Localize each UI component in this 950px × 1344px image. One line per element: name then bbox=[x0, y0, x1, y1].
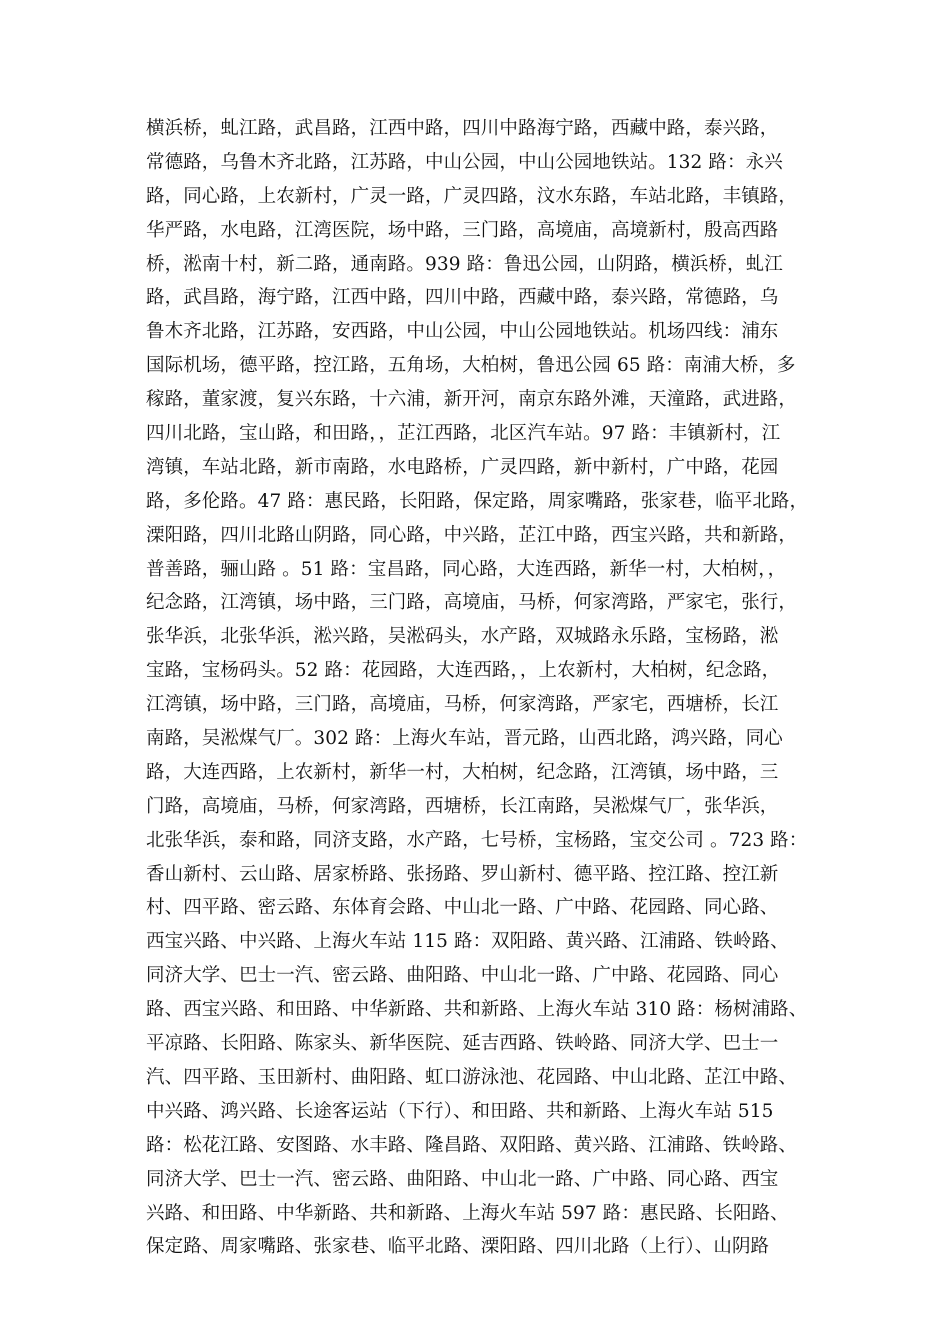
text-line: 汽、四平路、玉田新村、曲阳路、虹口游泳池、花园路、中山北路、芷江中路、 bbox=[146, 1066, 798, 1088]
body-text bbox=[146, 112, 826, 1264]
text-line: 北张华浜，泰和路，同济支路，水产路，七号桥，宝杨路，宝交公司 。723 路： bbox=[146, 829, 808, 851]
text-line: 路，同心路，上农新村，广灵一路，广灵四路，汶水东路，车站北路，丰镇路， bbox=[146, 185, 798, 207]
text-line: 中兴路、鸿兴路、长途客运站（下行）、和田路、共和新路、上海火车站 515 bbox=[146, 1100, 774, 1122]
text-line: 国际机场，德平路，控江路，五角场，大柏树，鲁迅公园 65 路：南浦大桥，多 bbox=[146, 355, 796, 377]
text-line: 西宝兴路、中兴路、上海火车站 115 路：双阳路、黄兴路、江浦路、铁岭路、 bbox=[146, 931, 789, 953]
text-line: 江湾镇，场中路，三门路，高境庙，马桥，何家湾路，严家宅，西塘桥，长江 bbox=[146, 694, 779, 716]
text-line: 路，多伦路。47 路：惠民路，长阳路，保定路，周家嘴路，张家巷，临平北路， bbox=[146, 490, 809, 512]
text-line: 纪念路，江湾镇，场中路，三门路，高境庙，马桥，何家湾路，严家宅，张行， bbox=[146, 592, 798, 614]
text-line: 鲁木齐北路，江苏路，安西路，中山公园，中山公园地铁站。机场四线：浦东 bbox=[146, 321, 779, 343]
text-line: 普善路，骊山路 。51 路：宝昌路，同心路，大连西路，新华一村，大柏树，， bbox=[146, 558, 787, 580]
text-line: 同济大学、巴士一汽、密云路、曲阳路、中山北一路、广中路、花园路、同心 bbox=[146, 965, 779, 987]
text-line: 桥，淞南十村，新二路，通南路。939 路：鲁迅公园，山阴路，横浜桥，虬江 bbox=[146, 253, 783, 275]
text-line: 溧阳路，四川北路山阴路，同心路，中兴路，芷江中路，西宝兴路，共和新路， bbox=[146, 524, 798, 546]
text-line: 宝路，宝杨码头。52 路：花园路，大连西路，，上农新村，大柏树，纪念路， bbox=[146, 660, 781, 682]
text-line: 四川北路，宝山路，和田路，，芷江西路，北区汽车站。97 路：丰镇新村，江 bbox=[146, 423, 781, 445]
text-line: 同济大学、巴士一汽、密云路、曲阳路、中山北一路、广中路、同心路、西宝 bbox=[146, 1168, 779, 1190]
text-line: 保定路、周家嘴路、张家巷、临平北路、溧阳路、四川北路（上行）、山阴路 bbox=[146, 1236, 770, 1258]
text-line: 路、西宝兴路、和田路、中华新路、共和新路、上海火车站 310 路：杨树浦路、 bbox=[146, 999, 808, 1021]
text-line: 门路，高境庙，马桥，何家湾路，西塘桥，长江南路，吴淞煤气厂，张华浜， bbox=[146, 795, 779, 817]
text-line: 香山新村、云山路、居家桥路、张扬路、罗山新村、德平路、控江路、控江新 bbox=[146, 863, 779, 885]
text-line: 常德路，乌鲁木齐北路，江苏路，中山公园，中山公园地铁站。132 路：永兴 bbox=[146, 151, 783, 173]
text-line: 路，大连西路，上农新村，新华一村，大柏树，纪念路，江湾镇，场中路，三 bbox=[146, 761, 779, 783]
text-line: 稼路，董家渡，复兴东路，十六浦，新开河，南京东路外滩，天潼路，武进路， bbox=[146, 389, 798, 411]
text-line: 南路，吴淞煤气厂。302 路：上海火车站，晋元路，山西北路，鸿兴路，同心 bbox=[146, 728, 783, 750]
text-line: 横浜桥，虬江路，武昌路，江西中路，四川中路海宁路，西藏中路，泰兴路， bbox=[146, 118, 779, 139]
text-line: 华严路，水电路，江湾医院，场中路，三门路，高境庙，高境新村，殷高西路 bbox=[146, 219, 779, 241]
text-line: 兴路、和田路、中华新路、共和新路、上海火车站 597 路：惠民路、长阳路、 bbox=[146, 1202, 789, 1224]
text-line: 张华浜，北张华浜，淞兴路，吴淞码头，水产路，双城路永乐路，宝杨路，淞 bbox=[146, 626, 779, 648]
text-line: 平凉路、长阳路、陈家头、新华医院、延吉西路、铁岭路、同济大学、巴士一 bbox=[146, 1033, 779, 1055]
text-line: 村、四平路、密云路、东体育会路、中山北一路、广中路、花园路、同心路、 bbox=[146, 897, 779, 919]
text-line: 湾镇，车站北路，新市南路，水电路桥，广灵四路，新中新村，广中路，花园 bbox=[146, 456, 779, 478]
text-line: 路：松花江路、安图路、水丰路、隆昌路、双阳路、黄兴路、江浦路、铁岭路、 bbox=[146, 1134, 798, 1156]
text-line: 路，武昌路，海宁路，江西中路，四川中路，西藏中路，泰兴路，常德路，乌 bbox=[146, 287, 779, 309]
